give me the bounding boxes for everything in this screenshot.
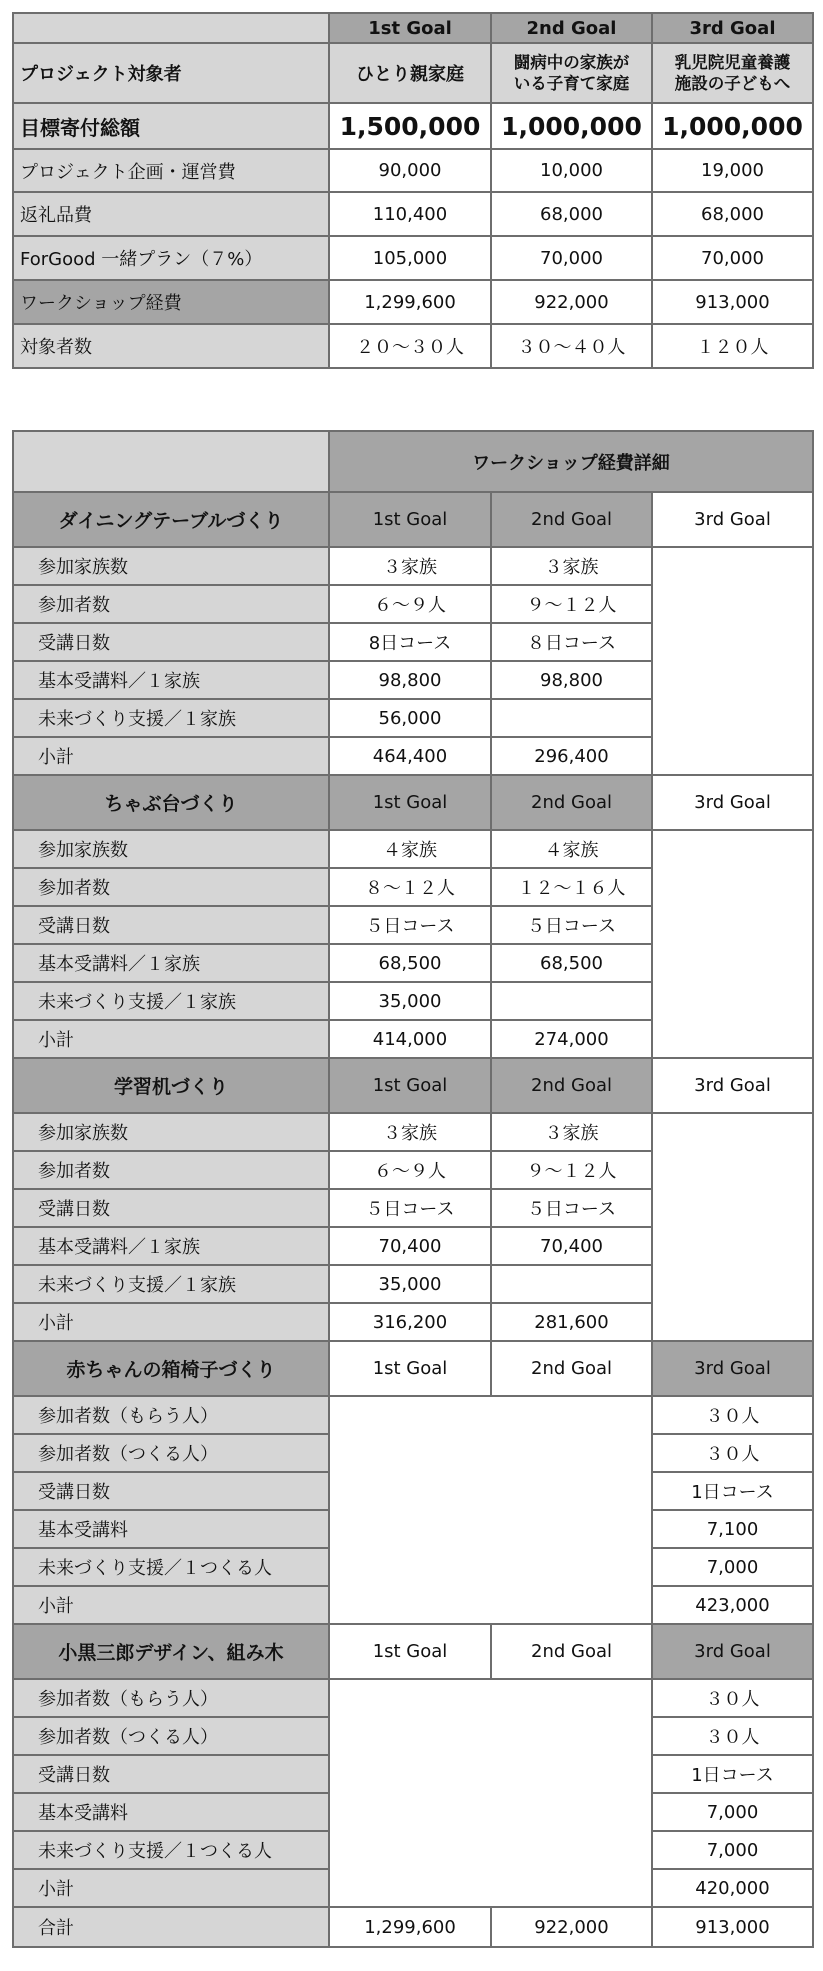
section-goal-header-3: 3rd Goal: [652, 1341, 813, 1396]
section-goal-header-1: 1st Goal: [329, 1624, 491, 1679]
detail-title: ワークショップ経費詳細: [329, 431, 813, 492]
summary-row-label: ForGood 一緒プラン（７%）: [13, 236, 329, 280]
detail-cell-goal-2: ３家族: [491, 547, 652, 585]
summary-table: [12, 12, 814, 369]
detail-row-label: 参加者数（つくる人）: [13, 1717, 329, 1755]
detail-row-label: 基本受講料: [13, 1793, 329, 1831]
detail-cell-goal-1: 70,400: [329, 1227, 491, 1265]
detail-row: [13, 547, 813, 585]
detail-empty-goal-3: [652, 547, 813, 775]
detail-cell-goal-3: ３０人: [652, 1434, 813, 1472]
total-cell-goal-2: 922,000: [491, 1907, 652, 1947]
summary-goal-header-2: 2nd Goal: [491, 13, 652, 43]
detail-cell-goal-1: ５日コース: [329, 1189, 491, 1227]
section-goal-header-1: 1st Goal: [329, 492, 491, 547]
detail-cell-goal-1: ６～９人: [329, 1151, 491, 1189]
summary-row-label: 返礼品費: [13, 192, 329, 236]
summary-cell: 110,400: [329, 192, 491, 236]
detail-cell-goal-2: [491, 1265, 652, 1303]
detail-empty-goal-1-2: [329, 1679, 652, 1907]
section-goal-header-2: 2nd Goal: [491, 775, 652, 830]
detail-row-label: 基本受講料／１家族: [13, 661, 329, 699]
summary-row-label: 対象者数: [13, 324, 329, 368]
section-goal-header-2: 2nd Goal: [491, 1341, 652, 1396]
summary-cell: 10,000: [491, 149, 652, 192]
detail-cell-goal-2: 70,400: [491, 1227, 652, 1265]
detail-empty-goal-1-2: [329, 1396, 652, 1624]
summary-cell: 70,000: [652, 236, 813, 280]
detail-cell-goal-2: ５日コース: [491, 1189, 652, 1227]
detail-row-label: 参加家族数: [13, 1113, 329, 1151]
detail-cell-goal-1: 68,500: [329, 944, 491, 982]
detail-cell-goal-1: ６～９人: [329, 585, 491, 623]
detail-cell-goal-1: ３家族: [329, 1113, 491, 1151]
target-goal-1: ひとり親家庭: [329, 43, 491, 103]
detail-row-label: 受講日数: [13, 1472, 329, 1510]
detail-cell-goal-1: 98,800: [329, 661, 491, 699]
summary-cell: 19,000: [652, 149, 813, 192]
section-goal-header-1: 1st Goal: [329, 1058, 491, 1113]
detail-cell-goal-3: 7,000: [652, 1793, 813, 1831]
detail-row-label: 小計: [13, 737, 329, 775]
section-goal-header-3: 3rd Goal: [652, 492, 813, 547]
summary-corner: [13, 13, 329, 43]
detail-empty-goal-3: [652, 830, 813, 1058]
detail-cell-goal-2: ５日コース: [491, 906, 652, 944]
detail-cell-goal-3: 7,100: [652, 1510, 813, 1548]
detail-cell-goal-3: 7,000: [652, 1831, 813, 1869]
detail-row-label: 未来づくり支援／１つくる人: [13, 1548, 329, 1586]
detail-row-label: 参加者数（つくる人）: [13, 1434, 329, 1472]
detail-row-label: 受講日数: [13, 906, 329, 944]
section-header-row: [13, 492, 813, 547]
target-label: プロジェクト対象者: [13, 43, 329, 103]
detail-row: [13, 830, 813, 868]
section-goal-header-1: 1st Goal: [329, 775, 491, 830]
detail-row-label: 未来づくり支援／１つくる人: [13, 1831, 329, 1869]
detail-cell-goal-3: 1日コース: [652, 1755, 813, 1793]
detail-row-label: 受講日数: [13, 623, 329, 661]
detail-row-label: 受講日数: [13, 1755, 329, 1793]
detail-cell-goal-1: ４家族: [329, 830, 491, 868]
detail-cell-goal-2: 68,500: [491, 944, 652, 982]
summary-cell: ２０～３０人: [329, 324, 491, 368]
detail-cell-goal-1: 464,400: [329, 737, 491, 775]
detail-cell-goal-2: 274,000: [491, 1020, 652, 1058]
detail-cell-goal-2: 98,800: [491, 661, 652, 699]
total-cell-goal-1: 1,299,600: [329, 1907, 491, 1947]
detail-cell-goal-1: 414,000: [329, 1020, 491, 1058]
section-goal-header-2: 2nd Goal: [491, 492, 652, 547]
detail-row: [13, 1396, 813, 1434]
detail-row: [13, 1113, 813, 1151]
detail-cell-goal-1: 8日コース: [329, 623, 491, 661]
summary-cell: 70,000: [491, 236, 652, 280]
section-name: 小黒三郎デザイン、組み木: [13, 1624, 329, 1679]
summary-cell: 1,000,000: [652, 103, 813, 149]
summary-goal-header-1: 1st Goal: [329, 13, 491, 43]
total-label: 合計: [13, 1907, 329, 1947]
detail-row-label: 参加者数（もらう人）: [13, 1396, 329, 1434]
summary-cell: 1,500,000: [329, 103, 491, 149]
detail-row-label: 未来づくり支援／１家族: [13, 699, 329, 737]
detail-row-label: 参加者数: [13, 868, 329, 906]
section-name: 赤ちゃんの箱椅子づくり: [13, 1341, 329, 1396]
detail-row-label: 基本受講料／１家族: [13, 1227, 329, 1265]
summary-cell: 90,000: [329, 149, 491, 192]
summary-goal-header-3: 3rd Goal: [652, 13, 813, 43]
total-row: [13, 1907, 813, 1947]
summary-row-label: プロジェクト企画・運営費: [13, 149, 329, 192]
section-goal-header-2: 2nd Goal: [491, 1624, 652, 1679]
section-name: ダイニングテーブルづくり: [13, 492, 329, 547]
summary-cell: 68,000: [491, 192, 652, 236]
detail-cell-goal-3: ３０人: [652, 1717, 813, 1755]
detail-cell-goal-1: 316,200: [329, 1303, 491, 1341]
section-header-row: [13, 1341, 813, 1396]
detail-row-label: 未来づくり支援／１家族: [13, 982, 329, 1020]
detail-row: [13, 1679, 813, 1717]
detail-cell-goal-3: ３０人: [652, 1679, 813, 1717]
summary-cell: ３０～４０人: [491, 324, 652, 368]
detail-cell-goal-3: 1日コース: [652, 1472, 813, 1510]
section-goal-header-3: 3rd Goal: [652, 1058, 813, 1113]
summary-cell: 68,000: [652, 192, 813, 236]
summary-row-label: ワークショップ経費: [13, 280, 329, 324]
section-goal-header-2: 2nd Goal: [491, 1058, 652, 1113]
detail-cell-goal-3: 7,000: [652, 1548, 813, 1586]
detail-cell-goal-2: ９～１２人: [491, 585, 652, 623]
target-goal-3: 乳児院児童養護 施設の子どもへ: [652, 43, 813, 103]
detail-cell-goal-2: ９～１２人: [491, 1151, 652, 1189]
detail-empty-goal-3: [652, 1113, 813, 1341]
detail-cell-goal-3: 420,000: [652, 1869, 813, 1907]
target-goal-2: 闘病中の家族が いる子育て家庭: [491, 43, 652, 103]
summary-cell: 1,000,000: [491, 103, 652, 149]
section-header-row: [13, 775, 813, 830]
detail-row-label: 小計: [13, 1020, 329, 1058]
detail-cell-goal-2: ８日コース: [491, 623, 652, 661]
summary-cell: １２０人: [652, 324, 813, 368]
summary-cell: 1,299,600: [329, 280, 491, 324]
detail-cell-goal-2: １２～１６人: [491, 868, 652, 906]
detail-cell-goal-2: ４家族: [491, 830, 652, 868]
detail-row-label: 参加者数: [13, 1151, 329, 1189]
detail-row-label: 小計: [13, 1586, 329, 1624]
summary-cell: 105,000: [329, 236, 491, 280]
summary-cell: 913,000: [652, 280, 813, 324]
detail-cell-goal-2: 281,600: [491, 1303, 652, 1341]
detail-cell-goal-1: ３家族: [329, 547, 491, 585]
section-goal-header-3: 3rd Goal: [652, 775, 813, 830]
detail-row-label: 未来づくり支援／１家族: [13, 1265, 329, 1303]
section-goal-header-1: 1st Goal: [329, 1341, 491, 1396]
detail-cell-goal-1: ８～１２人: [329, 868, 491, 906]
section-header-row: [13, 1624, 813, 1679]
detail-row-label: 参加家族数: [13, 830, 329, 868]
detail-row-label: 小計: [13, 1303, 329, 1341]
detail-row-label: 参加者数: [13, 585, 329, 623]
detail-cell-goal-1: ５日コース: [329, 906, 491, 944]
detail-cell-goal-2: [491, 982, 652, 1020]
detail-table: [12, 430, 814, 1948]
detail-row-label: 参加者数（もらう人）: [13, 1679, 329, 1717]
detail-row-label: 基本受講料／１家族: [13, 944, 329, 982]
detail-cell-goal-1: 35,000: [329, 1265, 491, 1303]
detail-row-label: 受講日数: [13, 1189, 329, 1227]
detail-row-label: 参加家族数: [13, 547, 329, 585]
summary-row-label: 目標寄付総額: [13, 103, 329, 149]
summary-cell: 922,000: [491, 280, 652, 324]
section-header-row: [13, 1058, 813, 1113]
detail-corner: [13, 431, 329, 492]
detail-row-label: 基本受講料: [13, 1510, 329, 1548]
section-goal-header-3: 3rd Goal: [652, 1624, 813, 1679]
detail-cell-goal-2: 296,400: [491, 737, 652, 775]
section-name: ちゃぶ台づくり: [13, 775, 329, 830]
detail-cell-goal-2: ３家族: [491, 1113, 652, 1151]
detail-cell-goal-1: 35,000: [329, 982, 491, 1020]
detail-row-label: 小計: [13, 1869, 329, 1907]
detail-cell-goal-3: ３０人: [652, 1396, 813, 1434]
detail-cell-goal-3: 423,000: [652, 1586, 813, 1624]
detail-cell-goal-2: [491, 699, 652, 737]
section-name: 学習机づくり: [13, 1058, 329, 1113]
detail-cell-goal-1: 56,000: [329, 699, 491, 737]
total-cell-goal-3: 913,000: [652, 1907, 813, 1947]
